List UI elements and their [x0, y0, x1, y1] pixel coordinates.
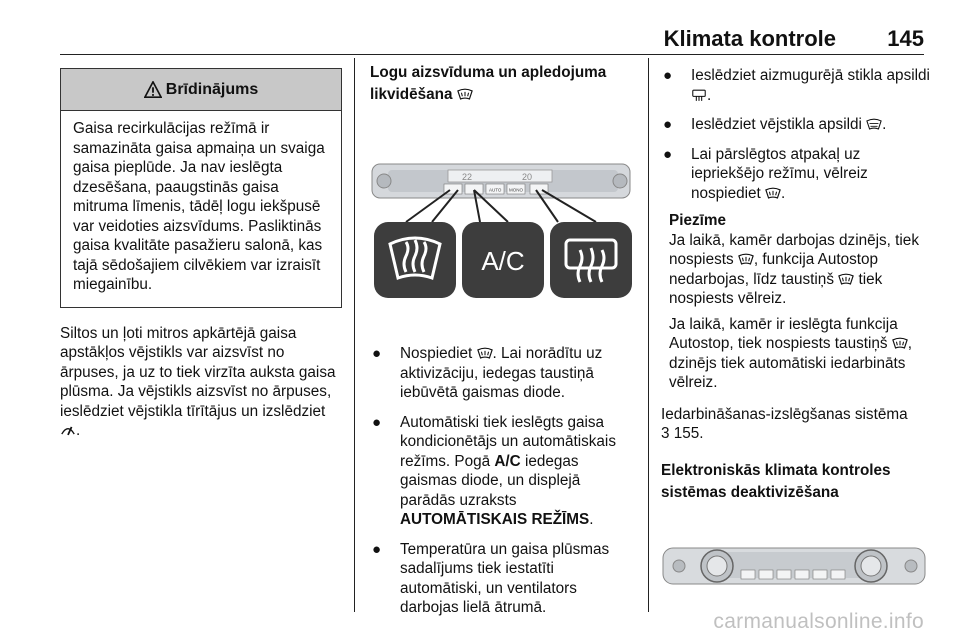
bullet-temperature-text: Temperatūra un gaisa plūsmas sadalījums tiek iestatīti automātiski, un ventilators darbojas lielā ātrumā. [400, 540, 610, 616]
bullet-temperature: ● Temperatūra un gaisa plūsmas sadalījums tiek iestatīti automātiski, un ventilators darbojas lielā ātrumā. [372, 540, 610, 616]
bullet-auto-text-c: . [589, 511, 594, 528]
column-3 [661, 62, 931, 606]
display-temp-left: 22 [462, 172, 473, 182]
bullet-rear-heat-text: Ieslēdziet aizmugurējā stikla apsildi [691, 67, 930, 84]
rear-window-heat-icon [691, 89, 707, 102]
wiper-icon [60, 424, 76, 437]
column-divider-1 [354, 58, 355, 612]
windscreen-defrost-icon [765, 187, 781, 200]
bullet-rear-heat: ● Ieslēdziet aizmugurējā stikla apsildi . [663, 67, 930, 104]
paragraph-start-stop [661, 405, 931, 444]
bullet-press-text-a: Nospiediet [400, 345, 473, 362]
column-2 [370, 62, 636, 618]
display-temp-right: 20 [522, 172, 533, 182]
bullet-auto-text-b: iedegas gaismas diode, un displejā parādās uzraksts [400, 452, 581, 509]
bullet-windscreen-heat-text: Ieslēdziet vējstikla apsildi [691, 116, 862, 133]
paragraph-fogging [60, 324, 342, 441]
fogging-end: . [76, 422, 81, 439]
note-title: Piezīme [669, 212, 726, 229]
reference-arrow: 3 [661, 425, 670, 442]
fogging-text: Siltos un ļoti mitros apkārtējā gaisa apstākļos vējstikls var aizsvīst no ārpuses, ja uz to tiek virzīta auksta gaisa plūsma. Ja vējstikls aizsvīst no ārpuses, ieslēdziet vējstikla tīrītājus un izslēdziet [60, 324, 336, 420]
bullet-windscreen-heat: ● Ieslēdziet vējstikla apsildi . [663, 116, 887, 133]
note-paragraph-1 [669, 231, 931, 309]
demist-heading-text: Logu aizsvīduma un apledojuma likvidēšana [370, 64, 607, 103]
bullet-switch-back-end: . [781, 184, 786, 202]
electronic-climate-panel-illustration [661, 536, 931, 606]
panel-key-mono-label: MONO [509, 187, 523, 193]
windscreen-defrost-icon [892, 337, 908, 350]
bullet-auto-text-a: Automātiski tiek ieslēgts gaisa kondicionētājs un automātiskais režīms. Pogā [400, 413, 616, 470]
windscreen-defrost-icon [457, 88, 473, 101]
windscreen-defrost-icon [838, 273, 854, 286]
bullet-auto-ac: ● Automātiski tiek ieslēgts gaisa kondicionētājs un automātiskais režīms. Pogā A/C iedegas gaismas diode, un displejā parādās uzraksts AUTOMĀTISKAIS REŽĪMS. [372, 413, 616, 528]
warning-triangle-icon [144, 81, 162, 99]
note-p2-b: , dzinējs tiek automātiski iedarbināts vēlreiz. [669, 335, 913, 391]
warning-box [60, 68, 342, 308]
note-p1-b: , funkcija Autostop nedarbojas, līdz taustiņš [669, 251, 879, 288]
climate-panel-illustration [370, 132, 636, 322]
callout-ac-label: A/C [481, 246, 525, 276]
windscreen-defrost-icon [477, 347, 493, 360]
note-p1-a: Ja laikā, kamēr darbojas dzinējs, tiek nospiests [669, 231, 919, 268]
watermark: carmanualsonline.info [713, 610, 924, 633]
section-heading-deactivate: Elektroniskās klimata kontroles sistēmas deaktivizēšana [661, 461, 891, 501]
reference-page[interactable]: 155. [673, 425, 704, 442]
bullet-switch-back: ● Lai pārslēgtos atpakaļ uz iepriekšējo režīmu, vēlreiz nospiediet . [663, 145, 868, 202]
panel-key-auto-label: AUTO [489, 187, 502, 193]
warning-text: Gaisa recirkulācijas režīmā ir samazināta gaisa apmaiņa un svaiga gaisa pieplūde. Ja nav ieslēgta dzesēšana, paaugstinās gaisa mitruma līmenis, tādēļ logu iekšpusē var veidoties aizsvīdums. Pasliktinās gaisa kvalitāte pasažieru salonā, kas tajā sēdošajiem cilvēkiem var izraisīt miegainību. [73, 120, 325, 293]
windscreen-defrost-icon [738, 253, 754, 266]
start-stop-text: Iedarbināšanas-izslēgšanas sistēma [661, 405, 908, 423]
page-header [60, 24, 924, 52]
column-1 [60, 62, 342, 441]
warning-title: Brīdinājums [165, 80, 259, 98]
callout-rear-window-button [550, 222, 632, 298]
note-p2-a: Ja laikā, kamēr ir ieslēgta funkcija Autostop, tiek nospiests taustiņš [669, 315, 898, 352]
page-title: Klimata kontrole [663, 26, 836, 51]
note-paragraph-2 [669, 315, 931, 393]
warning-header [61, 69, 341, 111]
windscreen-heat-icon [866, 118, 882, 131]
bullet-switch-back-text: Lai pārslēgtos atpakaļ uz iepriekšējo režīmu, vēlreiz nospiediet [691, 145, 868, 202]
page-number: 145 [887, 26, 924, 51]
section-heading-demist [370, 62, 636, 106]
column-divider-2 [648, 58, 649, 612]
note-p1-c: tiek nospiests vēlreiz. [669, 270, 883, 307]
bullet-press: ● Nospiediet . Lai norādītu uz aktivizāciju, iedegas taustiņā iebūvētā gaismas diode. [372, 345, 603, 401]
header-rule [60, 54, 924, 55]
auto-mode-label: AUTOMĀTISKAIS REŽĪMS [400, 511, 590, 528]
bullet-windscreen-heat-end: . [882, 116, 887, 133]
bullet-press-text-b: . Lai norādītu uz aktivizāciju, iedegas taustiņā iebūvētā gaismas diode. [400, 345, 603, 401]
ac-key-label: A/C [494, 452, 521, 470]
bullet-rear-heat-end: . [707, 86, 712, 104]
note-block [661, 211, 931, 393]
